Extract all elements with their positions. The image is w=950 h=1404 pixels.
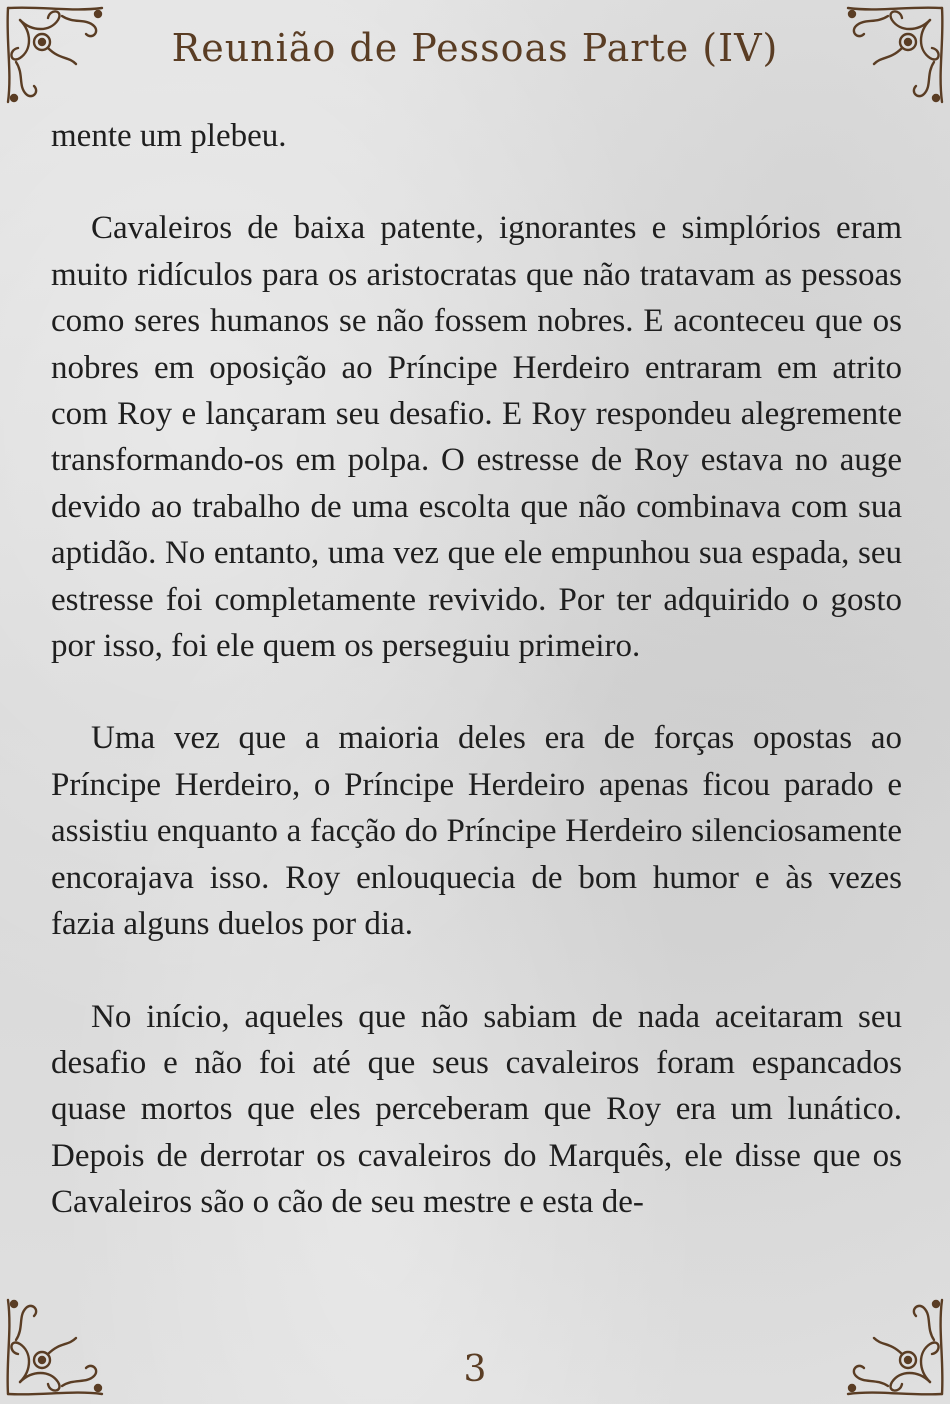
paragraph: mente um plebeu. bbox=[51, 118, 287, 154]
page-number: 3 bbox=[463, 1349, 487, 1390]
body-text bbox=[51, 113, 902, 1226]
paragraph: No início, aqueles que não sabiam de nada aceitaram seu desafio e não foi até que seus cavaleiros foram espancados quase mortos que eles perceberam que Roy era um lunático. Depois de derrotar os cavaleiros do Marquês, ele disse que os Cavaleiros são o cão de seu mestre e esta de- bbox=[51, 998, 902, 1221]
paragraph: Uma vez que a maioria deles era de forças opostas ao Príncipe Herdeiro, o Príncipe Herdeiro apenas ficou parado e assistiu enquanto a facção do Príncipe Herdeiro silenciosamente encorajava isso. Roy enlouquecia de bom humor e às vezes fazia alguns duelos por dia. bbox=[51, 720, 902, 943]
paragraph: Cavaleiros de baixa patente, ignorantes e simplórios eram muito ridículos para os aristocratas que não tratavam as pessoas como seres humanos se não fossem nobres. E aconteceu que os nobres em oposição ao Príncipe Herdeiro entraram em atrito com Roy e lançaram seu desafio. E Roy respondeu alegremente transformando-os em polpa. O estresse de Roy estava no auge devido ao trabalho de uma escolta que não combinava com sua aptidão. No entanto, uma vez que ele empunhou sua espada, seu estresse foi completamente revivido. Por ter adquirido o gosto por isso, foi ele quem os perseguiu primeiro. bbox=[51, 210, 902, 665]
chapter-title: Reunião de Pessoas Parte (IV) bbox=[171, 26, 779, 70]
